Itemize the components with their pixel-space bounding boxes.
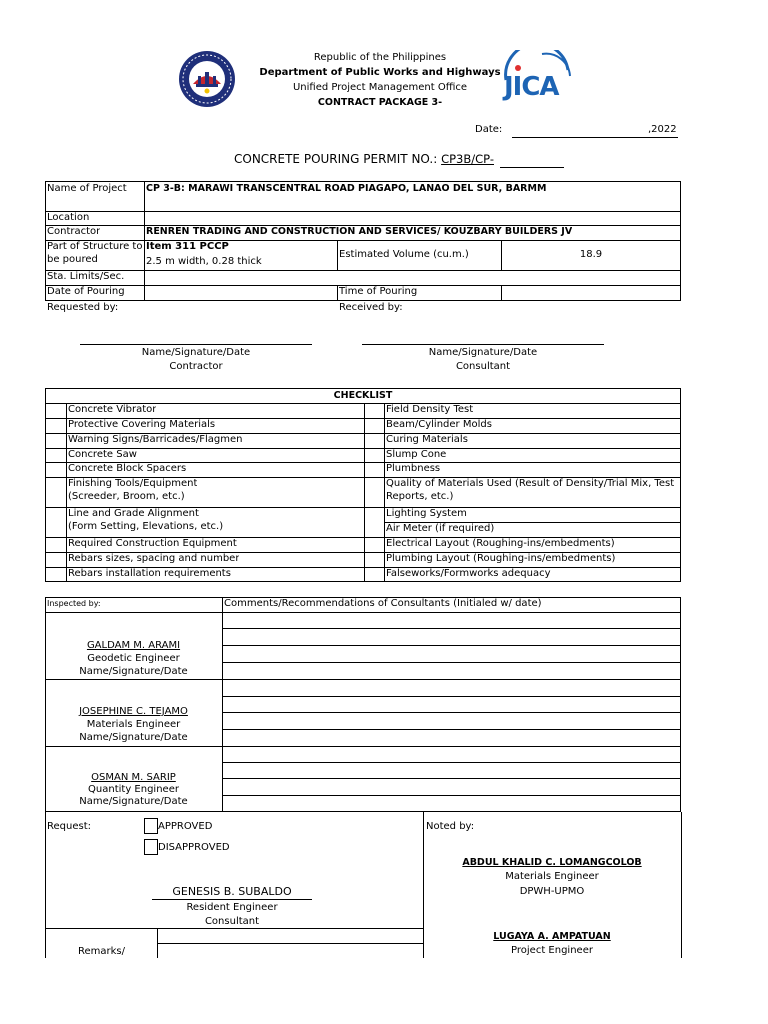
checklist-right-item: Beam/Cylinder Molds bbox=[386, 419, 492, 430]
volume-value: 18.9 bbox=[579, 249, 603, 260]
checklist-right-item: Quality of Materials Used (Result of Density/Trial Mix, Test bbox=[386, 478, 675, 489]
contractor-value: RENREN TRADING AND CONSTRUCTION AND SERVICES/ KOUZBARY BUILDERS JV bbox=[146, 226, 573, 237]
noted-by-label: Noted by: bbox=[426, 821, 475, 832]
checklist-left-item: Required Construction Equipment bbox=[68, 538, 237, 549]
project-name-label: Name of Project bbox=[47, 183, 127, 194]
part-value-1: Item 311 PCCP bbox=[146, 241, 229, 252]
checklist-left-item: (Screeder, Broom, etc.) bbox=[68, 491, 185, 502]
remarks-label: Remarks/ bbox=[78, 946, 126, 957]
checklist-right-item: Field Density Test bbox=[386, 404, 474, 415]
inspected-by-label: Inspected by: bbox=[47, 599, 101, 608]
disapproved-checkbox[interactable] bbox=[144, 839, 158, 855]
checklist-right-item: Electrical Layout (Roughing-ins/embedments) bbox=[386, 538, 615, 549]
noted-by-name-2: LUGAYA A. AMPATUAN bbox=[493, 931, 611, 942]
checklist-right-item: Air Meter (if required) bbox=[386, 523, 495, 534]
checklist-right-item: Falseworks/Formworks adequacy bbox=[386, 568, 551, 579]
noted-by-org-1: DPWH-UPMO bbox=[519, 886, 585, 897]
inspector-sig-caption: Name/Signature/Date bbox=[79, 796, 188, 807]
consultant-sig-caption: Name/Signature/Date bbox=[428, 347, 538, 358]
contractor-label: Contractor bbox=[47, 226, 101, 237]
checklist-right-item: Slump Cone bbox=[386, 449, 447, 460]
checklist-left-item: Rebars installation requirements bbox=[68, 568, 231, 579]
checklist-left-item: Protective Covering Materials bbox=[68, 419, 216, 430]
dpwh-seal-logo bbox=[178, 50, 236, 108]
noted-by-name-1: ABDUL KHALID C. LOMANGCOLOB bbox=[462, 857, 642, 868]
contractor-sig-caption: Name/Signature/Date bbox=[141, 347, 251, 358]
checklist-right-item: Plumbing Layout (Roughing-ins/embedments) bbox=[386, 553, 616, 564]
date-label: Date: bbox=[475, 124, 503, 135]
sta-limits-label: Sta. Limits/Sec. bbox=[47, 271, 125, 282]
received-by-label: Received by: bbox=[339, 302, 403, 313]
checklist-left-item: Rebars sizes, spacing and number bbox=[68, 553, 240, 564]
resident-engineer-title: Resident Engineer bbox=[186, 902, 278, 913]
header-office: Unified Project Management Office bbox=[292, 82, 468, 93]
project-name-value: CP 3-B: MARAWI TRANSCENTRAL ROAD PIAGAPO, LANAO DEL SUR, BARMM bbox=[146, 183, 547, 194]
header-republic: Republic of the Philippines bbox=[313, 52, 447, 63]
checklist-left-item: Concrete Block Spacers bbox=[68, 463, 187, 474]
checklist-left-item: Concrete Saw bbox=[68, 449, 137, 460]
approved-checkbox[interactable] bbox=[144, 818, 158, 834]
part-label-2: be poured bbox=[47, 254, 98, 265]
noted-by-title-1: Materials Engineer bbox=[505, 871, 599, 882]
disapproved-label: DISAPPROVED bbox=[158, 842, 230, 853]
header-contract-package: CONTRACT PACKAGE 3- bbox=[317, 97, 443, 108]
approved-label: APPROVED bbox=[158, 821, 213, 832]
consultant-sig-role: Consultant bbox=[455, 361, 511, 372]
noted-by-title-2: Project Engineer bbox=[511, 945, 593, 956]
permit-number: CP3B/CP- bbox=[441, 152, 494, 166]
inspector-title: Quantity Engineer bbox=[88, 784, 179, 795]
inspector-sig-caption: Name/Signature/Date bbox=[79, 732, 188, 743]
checklist-right-item: Plumbness bbox=[386, 463, 441, 474]
checklist-right-item: Curing Materials bbox=[386, 434, 468, 445]
checklist-right-item: Lighting System bbox=[386, 508, 467, 519]
checklist-right-item: Reports, etc.) bbox=[386, 491, 454, 502]
checklist-left-item: (Form Setting, Elevations, etc.) bbox=[68, 521, 224, 532]
inspector-sig-caption: Name/Signature/Date bbox=[79, 666, 188, 677]
date-pouring-label: Date of Pouring bbox=[47, 286, 125, 297]
inspector-name: JOSEPHINE C. TEJAMO bbox=[79, 706, 188, 717]
resident-engineer-org: Consultant bbox=[204, 916, 260, 927]
date-value: ,2022 bbox=[648, 124, 677, 135]
volume-label: Estimated Volume (cu.m.) bbox=[339, 249, 469, 260]
part-value-2: 2.5 m width, 0.28 thick bbox=[146, 256, 262, 267]
checklist-title: CHECKLIST bbox=[333, 390, 393, 401]
jica-wordmark: JICA bbox=[504, 72, 559, 102]
inspector-title: Materials Engineer bbox=[86, 719, 181, 730]
checklist-left-item: Concrete Vibrator bbox=[68, 404, 157, 415]
jica-logo bbox=[498, 50, 578, 108]
checklist-left-item: Line and Grade Alignment bbox=[68, 508, 199, 519]
permit-title: CONCRETE POURING PERMIT NO.: bbox=[234, 152, 438, 166]
checklist-left-item: Finishing Tools/Equipment bbox=[68, 478, 198, 489]
requested-by-label: Requested by: bbox=[47, 302, 119, 313]
request-label: Request: bbox=[47, 821, 91, 832]
inspector-name: OSMAN M. SARIP bbox=[91, 772, 176, 783]
checklist-left-item: Warning Signs/Barricades/Flagmen bbox=[68, 434, 243, 445]
permit-number-underline bbox=[500, 167, 564, 168]
time-pouring-label: Time of Pouring bbox=[339, 286, 418, 297]
contractor-sig-line bbox=[80, 344, 312, 345]
resident-engineer-name: GENESIS B. SUBALDO bbox=[172, 885, 292, 898]
inspector-name: GALDAM M. ARAMI bbox=[86, 640, 181, 651]
contractor-sig-role: Contractor bbox=[169, 361, 223, 372]
part-label-1: Part of Structure to bbox=[47, 241, 143, 252]
comments-header: Comments/Recommendations of Consultants (Initialed w/ date) bbox=[224, 598, 542, 609]
consultant-sig-line bbox=[362, 344, 604, 345]
header-department: Department of Public Works and Highways bbox=[259, 67, 501, 78]
date-underline bbox=[512, 137, 678, 138]
location-label: Location bbox=[47, 212, 90, 223]
inspector-title: Geodetic Engineer bbox=[87, 653, 180, 664]
